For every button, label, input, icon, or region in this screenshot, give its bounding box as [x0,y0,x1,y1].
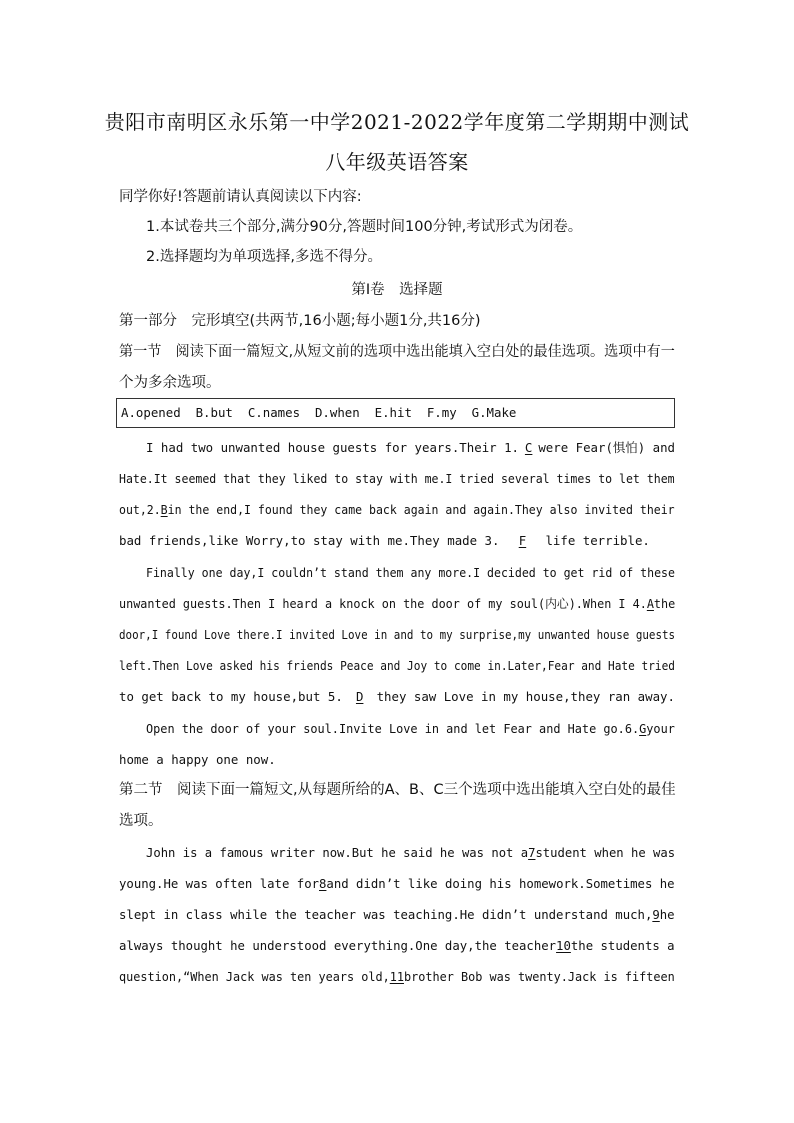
document-title: 贵阳市南明区永乐第一中学2021-2022学年度第二学期期中测试 [104,110,690,134]
passage-text: they saw Love in my house,they ran away. [376,689,675,704]
passage-text: in the end,I found they came back again and again.They also invited their [167,502,675,517]
instruction-item-1: 1.本试卷共三个部分,满分90分,答题时间100分钟,考试形式为闭卷。 [146,219,583,235]
options-list: A.opened B.but C.names D.when E.hit F.my G.Make [121,405,517,420]
passage-text: out,2. [119,502,161,517]
answer-blank-4: A [646,596,654,611]
passage-text: John is a famous writer now.But he said he was not a [146,845,529,860]
question-blank-7: 7 [528,845,536,860]
passage-text: Hate.It seemed that they liked to stay with me.I tried several times to let them [119,471,675,486]
question-blank-11: 11 [389,969,404,984]
passage-text: were Fear(惧怕) and [538,440,675,455]
passage-text: life terrible. [545,533,650,548]
passage2-line [119,967,675,987]
answer-blank-5: D [355,689,364,704]
passage1-line [146,563,675,583]
passage2-line [119,905,675,925]
section1-instruction-line1: 第一节 阅读下面一篇短文,从短文前的选项中选出能填入空白处的最佳选项。选项中有一 [119,344,675,360]
passage-text: your [646,721,675,736]
passage-text: Finally one day,I couldn’t stand them any more.I decided to get rid of these [146,565,675,580]
passage2-line [146,843,676,863]
passage-text: the students a [570,938,675,953]
section1-instruction-line2: 个为多余选项。 [119,375,221,391]
passage-text: and didn’t like doing his homework.Sometimes he [326,876,675,891]
answer-blank-6: G [639,721,647,736]
passage-text: home a happy one now. [119,752,276,767]
passage-text: brother Bob was twenty.Jack is fifteen [403,969,675,984]
passage-text: student when he was [535,845,676,860]
passage-text: to get back to my house,but 5. [119,689,343,704]
passage-text: the [653,596,676,611]
part1-heading: 第一部分 完形填空(共两节,16小题;每小题1分,共16分) [119,313,481,329]
passage-text: I had two unwanted house guests for years.Their 1. [146,440,519,455]
instruction-item-2: 2.选择题均为单项选择,多选不得分。 [146,249,382,265]
passage1-line [119,750,675,770]
passage-text: bad friends,like Worry,to stay with me.They made 3. [119,533,500,548]
passage1-line [119,500,675,520]
passage2-line [119,936,675,956]
passage-text: young.He was often late for [119,876,320,891]
question-blank-10: 10 [556,938,571,953]
passage1-line [119,469,675,489]
passage1-line [119,687,675,707]
passage-text: he [659,907,675,922]
answer-blank-1: C [524,440,533,455]
passage-text: always thought he understood everything.One day,the teacher [119,938,557,953]
passage1-line [119,625,676,645]
question-blank-8: 8 [319,876,327,891]
passage2-line [119,874,675,894]
passage-text: unwanted guests.Then I heard a knock on the door of my soul(内心).When I 4. [119,596,647,611]
passage1-line [146,719,675,739]
passage1-line [119,531,675,551]
passage1-line [146,438,675,458]
passage1-line [119,594,676,614]
answer-blank-3: F [518,533,527,548]
instructions-greeting: 同学你好!答题前请认真阅读以下内容: [119,189,362,205]
passage-text: question,“When Jack was ten years old, [119,969,390,984]
passage-text: door,I found Love there.I invited Love in and to my surprise,my unwanted house guests [119,627,676,642]
passage-text: Open the door of your soul.Invite Love in and let Fear and Hate go.6. [146,721,640,736]
passage1-line [119,656,676,676]
answer-blank-2: B [160,502,168,517]
passage-text: left.Then Love asked his friends Peace and Joy to come in.Later,Fear and Hate tried [119,658,676,673]
section2-instruction-line1: 第二节 阅读下面一篇短文,从每题所给的A、B、C三个选项中选出能填入空白处的最佳 [119,782,676,798]
section2-instruction-line2: 选项。 [119,813,163,829]
volume-label: 第Ⅰ卷 选择题 [351,282,443,298]
document-subtitle: 八年级英语答案 [325,150,469,174]
question-blank-9: 9 [652,907,660,922]
passage-text: slept in class while the teacher was teaching.He didn’t understand much, [119,907,653,922]
